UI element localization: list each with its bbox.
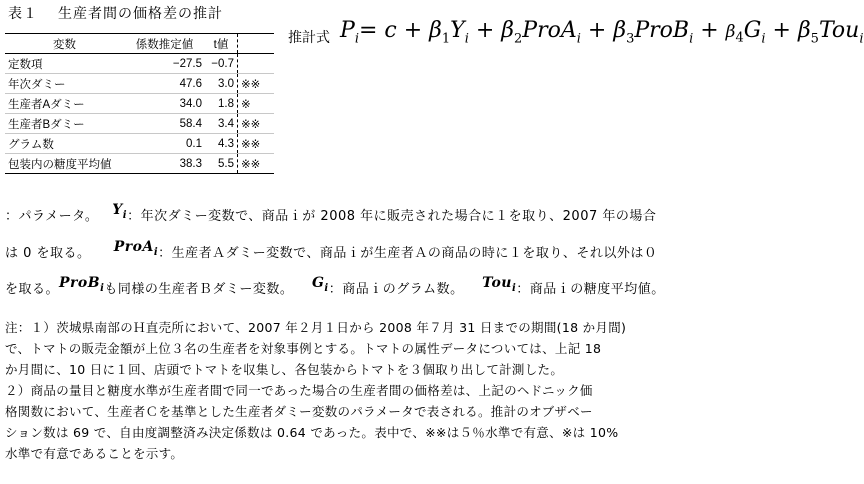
coefficient-table <box>5 33 274 174</box>
row-estimate: 47.6 <box>124 74 205 94</box>
symbol-g: $G_i$ <box>311 275 329 294</box>
paragraph-text: は 0 を取る。 <box>5 246 91 261</box>
note-line: 注：１）茨城県南部のＨ直売所において、2007 年２月１日から 2008 年７月 31 日までの期間(18 か月間) <box>5 320 627 335</box>
row-estimate: 58.4 <box>124 114 205 134</box>
row-variable: 定数項 <box>5 54 124 74</box>
paragraph-text: ：生産者Ａダミー変数で、商品ｉが生産者Ａの商品の時に１を取り、それ以外は０ <box>158 246 658 261</box>
symbol-prob: ProB$_i$ <box>59 275 105 294</box>
header-t-value: t値 <box>205 34 238 54</box>
row-estimate: −27.5 <box>124 54 205 74</box>
table-row <box>5 94 274 114</box>
row-significance: ※※ <box>238 74 275 94</box>
row-significance: ※※ <box>238 114 275 134</box>
table-row <box>5 74 274 94</box>
row-significance: ※※ <box>238 154 275 174</box>
row-t-value: −0.7 <box>205 54 238 74</box>
paragraph-text: ：商品ｉのグラム数。 <box>328 282 464 297</box>
header-variable: 変数 <box>5 34 124 54</box>
row-significance: ※※ <box>238 134 275 154</box>
note-line: で、トマトの販売金額が上位３名の生産者を対象事例とする。トマトの属性データについては、上記 18 <box>5 341 602 356</box>
table-title <box>8 3 223 23</box>
table-row <box>5 114 274 134</box>
row-variable: グラム数 <box>5 134 124 154</box>
table-row <box>5 54 274 74</box>
note-line: か月間に、10 日に１回、店頭でトマトを収集し、各包装からトマトを３個取り出して計測した。 <box>5 362 564 377</box>
symbol-y: $Y_i$ <box>112 202 128 221</box>
table-title-text: 生産者間の価格差の推計 <box>58 6 223 22</box>
regression-formula: $P_i= c + \beta_1Y_i$ + $\beta_2ProA_i$ + $\beta_3ProB_i + \beta_4G_i + \beta_5Tou_i$ <box>340 18 864 47</box>
note-line: ション数は 69 で、自由度調整済み決定係数は 0.64 であった。表中で、※※は５％水準で有意、※は 10% <box>5 425 619 440</box>
paragraph-text: も同様の生産者Ｂダミー変数。 <box>104 282 294 297</box>
paragraph-line-2 <box>5 239 658 264</box>
paragraph-text: を取る。 <box>5 282 60 297</box>
paragraph-text: ：年次ダミー変数で、商品ｉが 2008 年に販売された場合に１を取り、2007 年の場合 <box>127 209 657 224</box>
row-significance <box>238 54 275 74</box>
table-row <box>5 134 274 154</box>
row-variable: 包装内の糖度平均値 <box>5 154 124 174</box>
table-row <box>5 154 274 174</box>
header-estimate: 係数推定値 <box>124 34 205 54</box>
paragraph-text: ：商品ｉの糖度平均値。 <box>516 282 665 297</box>
row-variable: 年次ダミー <box>5 74 124 94</box>
row-variable: 生産者Aダミー <box>5 94 124 114</box>
paragraph-line-3 <box>5 275 665 300</box>
table-number: 表１ <box>8 6 38 22</box>
note-line: ２）商品の量目と糖度水準が生産者間で同一であった場合の生産者間の価格差は、上記のヘドニック価 <box>5 383 593 398</box>
paragraph-line-1 <box>5 202 657 227</box>
row-variable: 生産者Bダミー <box>5 114 124 134</box>
table-header-row <box>5 34 274 54</box>
row-t-value: 5.5 <box>205 154 238 174</box>
row-t-value: 4.3 <box>205 134 238 154</box>
paragraph-text: ：パラメータ。 <box>5 209 99 224</box>
symbol-tou: Tou$_i$ <box>482 275 517 294</box>
formula-label: 推計式 <box>288 30 330 46</box>
header-significance <box>238 34 275 54</box>
row-t-value: 3.0 <box>205 74 238 94</box>
row-estimate: 0.1 <box>124 134 205 154</box>
row-estimate: 34.0 <box>124 94 205 114</box>
note-line: 水準で有意であることを示す。 <box>5 446 184 461</box>
row-significance: ※ <box>238 94 275 114</box>
row-t-value: 3.4 <box>205 114 238 134</box>
row-estimate: 38.3 <box>124 154 205 174</box>
row-t-value: 1.8 <box>205 94 238 114</box>
note-line: 格関数において、生産者Ｃを基準とした生産者ダミー変数のパラメータで表される。推計のオブザベー <box>5 404 593 419</box>
symbol-proa: ProA$_i$ <box>113 239 159 258</box>
